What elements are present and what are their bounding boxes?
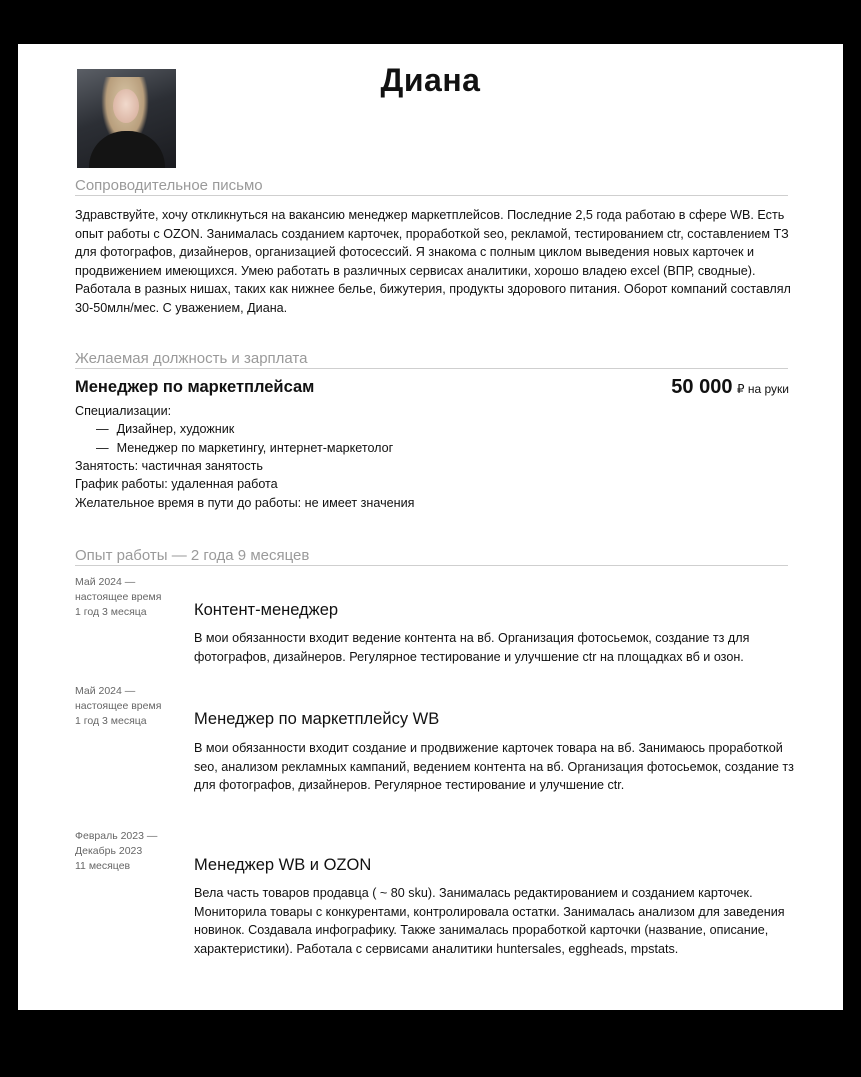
desired-position-heading: Желаемая должность и зарплата	[75, 350, 788, 369]
employment-type: Занятость: частичная занятость	[75, 459, 263, 473]
resume-page	[18, 44, 843, 1010]
commute-time: Желательное время в пути до работы: не имеет значения	[75, 496, 415, 510]
job-period: Май 2024 — настоящее время 1 год 3 месяца	[75, 576, 162, 618]
cover-letter-text: Здравствуйте, хочу откликнуться на вакансию менеджер маркетплейсов. Последние 2,5 года работаю в сфере WB. Есть опыт работы с OZON. Занималась созданием карточек, проработкой seo, рекламой, тестированием ctr, составлением ТЗ для фотографов, дизайнеров, организацией фотосессий. Я знакома с полным циклом выведения новых карточек и продвижением имеющихся. Умею работать в различных сервисах аналитики, хорошо владею excel (ВПР, сводные). Работала в разных нишах, таких как нижнее белье, бижутерия, продукты здорового питания. Оборот компаний составлял 30-50млн/мес. С уважением, Диана.	[75, 208, 791, 315]
job-period: Февраль 2023 — Декабрь 2023 11 месяцев	[75, 830, 158, 872]
salary-unit: ₽ на руки	[736, 382, 789, 396]
job-description: В мои обязанности входит создание и продвижение карточек товара на вб. Занимаюсь проработкой seo, анализом рекламных кампаний, ведением контента на вб. Организация фотосьемок, создание тз для фотографов, дизайнеров. Регулярное тестирование и улучшение ctr.	[194, 741, 794, 793]
specialization-item: — Менеджер по маркетингу, интернет-маркетолог	[96, 441, 394, 455]
experience-heading: Опыт работы — 2 года 9 месяцев	[75, 547, 788, 566]
job-description: В мои обязанности входит ведение контента на вб. Организация фотосьемок, создание тз для фотографов, дизайнеров. Регулярное тестирование и улучшение ctr на площадках вб и озон.	[194, 631, 750, 664]
work-schedule: График работы: удаленная работа	[75, 477, 278, 491]
job-title: Менеджер по маркетплейсу WB	[194, 710, 440, 728]
desired-position-title: Менеджер по маркетплейсам	[75, 378, 315, 396]
candidate-name: Диана	[380, 62, 481, 98]
job-description: Вела часть товаров продавца ( ~ 80 sku). Занималась редактированием и созданием карточек. Мониторила товары с конкурентами, контролировала остатки. Занималась анализом для заведения новинок. Создавала инфографику. Также занималась проработкой карточки (название, описание, характеристики). Работала с сервисами аналитики huntersales, eggheads, mpstats.	[194, 886, 785, 956]
salary-amount: 50 000	[671, 376, 733, 398]
salary	[671, 376, 789, 399]
specializations-label: Специализации:	[75, 404, 172, 418]
specialization-item: — Дизайнер, художник	[96, 422, 235, 436]
job-title: Менеджер WB и OZON	[194, 856, 372, 874]
job-title: Контент-менеджер	[194, 601, 339, 619]
cover-letter-heading: Сопроводительное письмо	[75, 177, 788, 196]
job-period: Май 2024 — настоящее время 1 год 3 месяца	[75, 685, 162, 727]
